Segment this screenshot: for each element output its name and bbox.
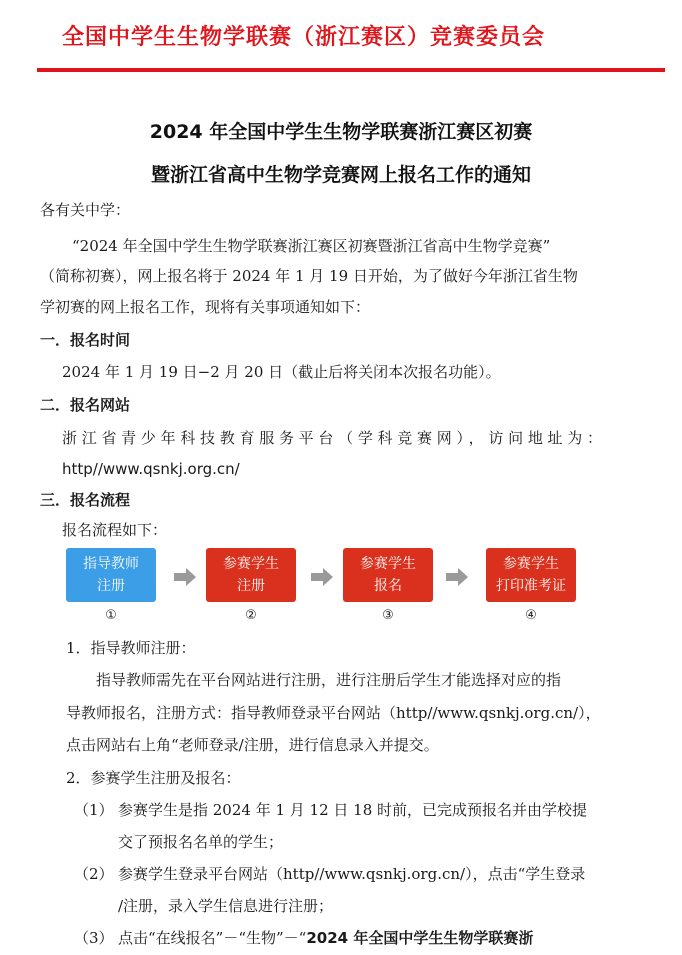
flow-step-2-number: ② bbox=[245, 608, 257, 623]
intro-line-1: “2024 年全国中学生生物学联赛浙江赛区初赛暨浙江省高中生物学竞赛” bbox=[72, 237, 551, 255]
step-2-item-1-line-1: 参赛学生是指 2024 年 1 月 12 日 18 时前，已完成预报名并由学校提 bbox=[118, 801, 588, 819]
flow-step-1-line-2: 注册 bbox=[97, 578, 125, 594]
step-1-line-2: 导教师报名，注册方式：指导教师登录平台网站（http//www.qsnkj.org.cn/）， bbox=[66, 704, 601, 722]
doc-title-line-1: 2024 年全国中学生生物学联赛浙江赛区初赛 bbox=[149, 121, 533, 143]
step-2-item-2-number: （2） bbox=[74, 865, 114, 883]
step-2-item-3-line-1 bbox=[118, 928, 533, 948]
section-3-intro: 报名流程如下： bbox=[62, 521, 168, 539]
flow-step-2-line-1: 参赛学生 bbox=[223, 556, 279, 572]
flow-step-3-line-2: 报名 bbox=[374, 578, 402, 594]
step-2-item-3-number: （3） bbox=[74, 929, 114, 947]
flow-step-student-signup bbox=[343, 548, 433, 602]
flow-step-1-line-1: 指导教师 bbox=[83, 556, 139, 572]
step-2-item-1-number: （1） bbox=[74, 801, 114, 819]
step-2-heading: 2．参赛学生注册及报名： bbox=[66, 769, 241, 787]
flow-step-teacher-register bbox=[66, 548, 156, 602]
flow-step-1-number: ① bbox=[105, 608, 117, 623]
flow-step-4-line-1: 参赛学生 bbox=[503, 556, 559, 572]
flow-step-print-admission bbox=[486, 548, 576, 602]
step-1-line-3: 点击网站右上角“老师登录/注册，进行信息录入并提交。 bbox=[66, 736, 439, 754]
section-1-body: 2024 年 1 月 19 日−2 月 20 日（截止后将关闭本次报名功能）。 bbox=[62, 363, 501, 381]
header-divider bbox=[37, 68, 665, 72]
committee-header: 全国中学生生物学联赛（浙江赛区）竞赛委员会 bbox=[62, 25, 546, 50]
flow-step-3-number: ③ bbox=[382, 608, 394, 623]
step-1-heading: 1．指导教师注册： bbox=[66, 639, 196, 657]
section-2-heading: 二．报名网站 bbox=[40, 396, 131, 414]
step-2-item-2-line-1: 参赛学生登录平台网站（http//www.qsnkj.org.cn/），点击“学生登录 bbox=[118, 865, 586, 883]
step-1-line-1: 指导教师需先在平台网站进行注册，进行注册后学生才能选择对应的指 bbox=[96, 671, 562, 689]
platform-url-link[interactable]: http//www.qsnkj.org.cn/ bbox=[62, 460, 240, 478]
step-2-item-2-line-2: /注册，录入学生信息进行注册； bbox=[118, 897, 334, 915]
flow-step-4-line-2: 打印准考证 bbox=[496, 578, 566, 594]
flow-step-3-line-1: 参赛学生 bbox=[360, 556, 416, 572]
step-2-item-3-text: 点击“在线报名”－“生物”－“ bbox=[118, 929, 307, 947]
flow-arrow-icon bbox=[174, 568, 196, 586]
flow-step-2-line-2: 注册 bbox=[237, 578, 265, 594]
intro-line-2: （简称初赛），网上报名将于 2024 年 1 月 19 日开始，为了做好今年浙江省生物 bbox=[40, 267, 578, 285]
doc-title-line-2: 暨浙江省高中生物学竞赛网上报名工作的通知 bbox=[150, 164, 531, 186]
flow-step-4-number: ④ bbox=[525, 608, 537, 623]
section-2-body: 浙江省青少年科技教育服务平台（学科竞赛网），访问地址为： bbox=[62, 429, 602, 447]
flow-arrow-icon bbox=[446, 568, 468, 586]
step-2-item-3-bold-text: 2024 年全国中学生生物学联赛浙 bbox=[306, 929, 534, 947]
registration-flowchart bbox=[66, 548, 586, 628]
flow-arrow-icon bbox=[311, 568, 333, 586]
section-3-heading: 三．报名流程 bbox=[40, 491, 131, 509]
flow-step-student-register bbox=[206, 548, 296, 602]
intro-line-3: 学初赛的网上报名工作，现将有关事项通知如下： bbox=[40, 298, 371, 316]
section-1-heading: 一．报名时间 bbox=[40, 331, 131, 349]
step-2-item-1-line-2: 交了预报名名单的学生； bbox=[118, 833, 284, 851]
greeting: 各有关中学： bbox=[40, 201, 131, 219]
